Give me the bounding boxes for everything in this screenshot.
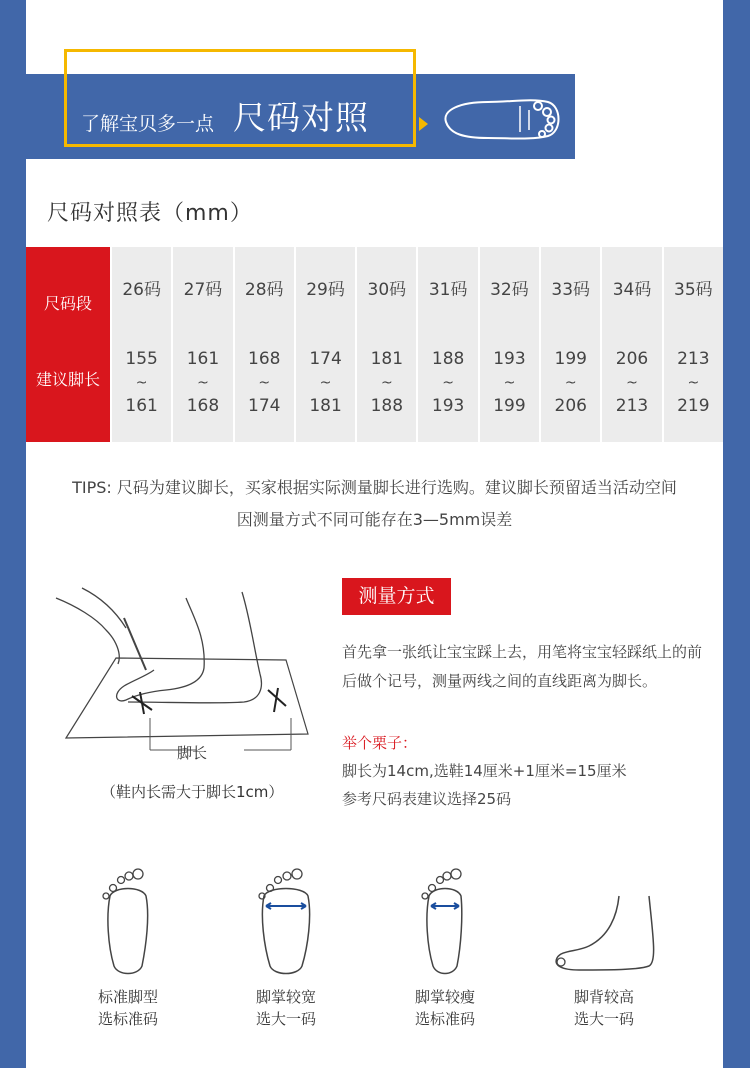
range-tilde: ~	[380, 375, 393, 391]
section-title: 尺码对照表（mm）	[47, 201, 253, 226]
range-tilde: ~	[135, 375, 148, 391]
foot-range-cell	[173, 348, 232, 418]
size-cell: 30码	[367, 280, 407, 300]
range-to: 219	[677, 396, 710, 416]
foot-range-cell	[418, 348, 477, 418]
size-cell: 29码	[306, 280, 345, 300]
range-tilde: ~	[564, 375, 577, 391]
foot-type-advice: 选大一码	[255, 1010, 316, 1028]
foot-type-advice: 选标准码	[97, 1010, 158, 1028]
range-from: 161	[186, 349, 220, 369]
size-cell: 26码	[122, 280, 161, 300]
page	[26, 0, 723, 1068]
foot-type-name: 脚掌较宽	[255, 988, 316, 1006]
tips-line-2: 因测量方式不同可能存在3—5mm误差	[236, 510, 513, 529]
standard-foot-icon	[98, 866, 158, 978]
range-tilde: ~	[197, 375, 209, 391]
range-tilde: ~	[258, 375, 271, 391]
foot-type-name: 脚掌较瘦	[414, 988, 475, 1006]
range-tilde: ~	[442, 375, 454, 391]
table-column	[173, 247, 232, 442]
slim-foot-icon	[415, 866, 475, 978]
header-title: 尺码对照	[233, 98, 369, 137]
header-subtitle: 了解宝贝多一点	[81, 113, 215, 135]
foot-range-cell	[602, 348, 661, 418]
range-to: 174	[248, 396, 281, 416]
range-from: 206	[615, 349, 649, 369]
range-to: 188	[370, 396, 404, 416]
wide-foot-icon	[256, 866, 316, 978]
tips-line-1: TIPS: 尺码为建议脚长，买家根据实际测量脚长进行选购。建议脚长预留适当活动空间	[72, 478, 677, 497]
table-column	[664, 247, 723, 442]
row-label-size: 尺码段	[43, 294, 92, 313]
foot-type-name: 脚背较高	[573, 988, 634, 1006]
measuring-foot-illustration	[46, 578, 316, 758]
example-title: 举个栗子：	[342, 734, 418, 752]
range-to: 168	[186, 396, 220, 416]
size-cell: 27码	[183, 280, 223, 300]
foot-range-cell	[357, 348, 416, 418]
foot-range-cell	[480, 348, 539, 418]
illustration-note: （鞋内长需大于脚长1cm）	[101, 783, 284, 801]
range-to: 206	[554, 396, 587, 416]
range-from: 174	[309, 349, 342, 369]
measure-text: 首先拿一张纸让宝宝踩上去，用笔将宝宝轻踩纸上的前后做个记号，测量两线之间的直线距离为脚长。	[342, 643, 703, 690]
foot-range-cell	[235, 348, 294, 418]
foot-range-cell	[541, 348, 600, 418]
foot-range-cell	[664, 348, 723, 418]
foot-type-wide	[226, 866, 346, 1030]
range-to: 193	[431, 396, 465, 416]
range-to: 161	[125, 396, 158, 416]
table-column	[480, 247, 539, 442]
table-column	[418, 247, 477, 442]
table-column	[112, 247, 171, 442]
measure-badge: 测量方式	[342, 578, 451, 615]
table-column	[357, 247, 416, 442]
range-tilde: ~	[626, 375, 638, 391]
range-from: 199	[554, 349, 587, 369]
foot-range-cell	[112, 348, 171, 418]
example-line-2: 参考尺码表建议选择25码	[342, 790, 512, 808]
range-from: 193	[493, 349, 526, 369]
foot-outline-icon	[440, 92, 562, 146]
table-label-column	[26, 247, 110, 442]
table-column	[296, 247, 355, 442]
high-instep-foot-icon	[549, 866, 659, 978]
example-line-1: 脚长为14cm,选鞋14厘米+1厘米=15厘米	[342, 762, 627, 780]
size-cell: 28码	[244, 280, 284, 300]
size-cell: 31码	[428, 280, 468, 300]
range-from: 213	[677, 349, 710, 369]
size-cell: 32码	[490, 280, 529, 300]
foot-type-high-instep	[544, 866, 664, 1030]
size-cell: 34码	[612, 280, 652, 300]
table-column	[541, 247, 600, 442]
range-tilde: ~	[503, 375, 516, 391]
range-tilde: ~	[687, 375, 700, 391]
row-label-foot: 建议脚长	[35, 370, 100, 389]
table-columns	[112, 247, 723, 442]
foot-range-cell	[296, 348, 355, 418]
range-from: 168	[248, 349, 281, 369]
size-cell: 35码	[674, 280, 713, 300]
header-arrow	[419, 117, 428, 131]
size-table	[26, 247, 723, 442]
range-from: 155	[125, 349, 158, 369]
foot-type-standard	[68, 866, 188, 1030]
range-to: 181	[309, 396, 342, 416]
foot-type-name: 标准脚型	[97, 988, 158, 1006]
table-column	[235, 247, 294, 442]
range-to: 213	[615, 396, 649, 416]
size-cell: 33码	[551, 280, 591, 300]
range-tilde: ~	[319, 375, 332, 391]
foot-type-advice: 选标准码	[414, 1010, 475, 1028]
foot-type-slim	[385, 866, 505, 1030]
table-column	[602, 247, 661, 442]
foot-type-advice: 选大一码	[573, 1010, 634, 1028]
range-from: 188	[431, 349, 465, 369]
foot-length-label: 脚长	[177, 744, 208, 762]
range-to: 199	[493, 396, 526, 416]
range-from: 181	[370, 349, 404, 369]
